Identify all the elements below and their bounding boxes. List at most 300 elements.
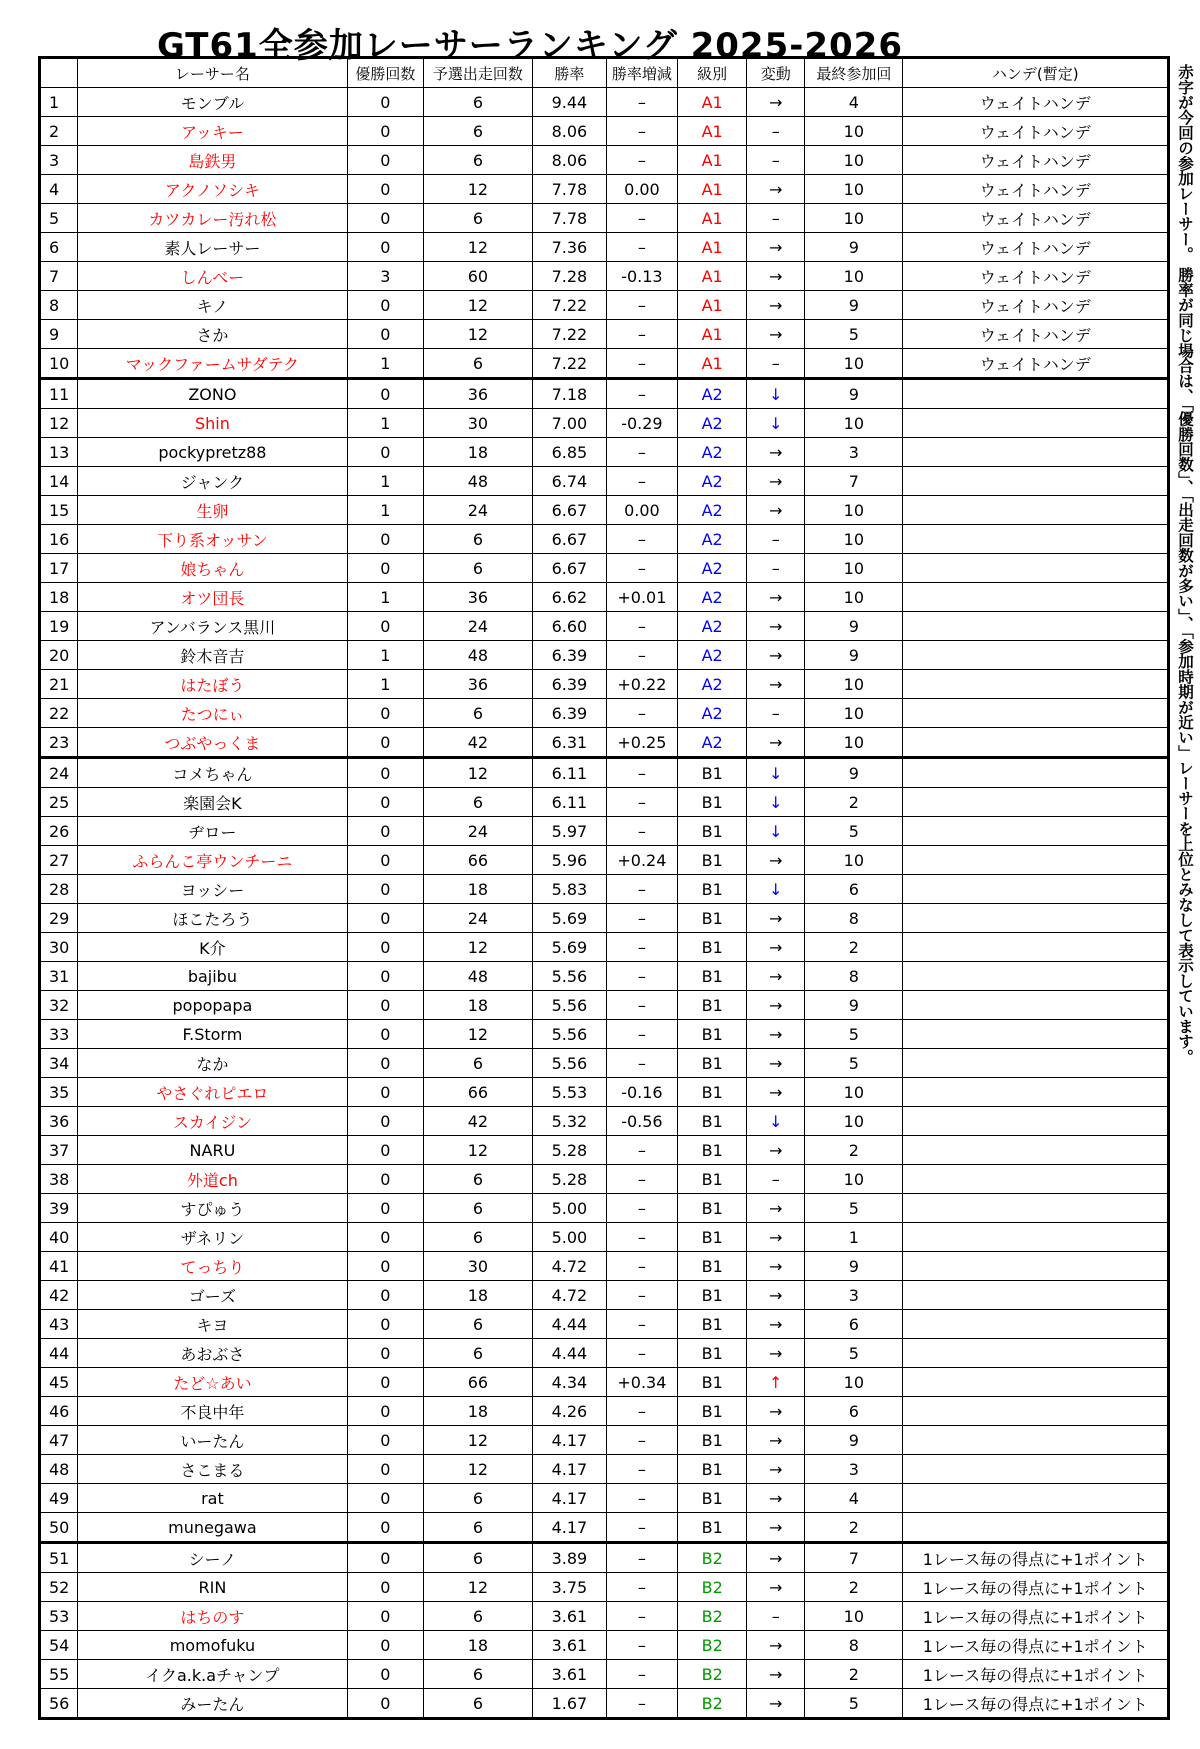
wins-cell: 1 xyxy=(347,670,423,699)
racer-name: ほこたろう xyxy=(77,904,347,933)
change-cell: → xyxy=(747,320,805,349)
racer-name: ザネリン xyxy=(77,1223,347,1252)
table-row xyxy=(40,438,1169,467)
table-row xyxy=(40,291,1169,320)
rank-cell: 13 xyxy=(40,438,78,467)
last-event-cell: 10 xyxy=(805,1602,903,1631)
handicap-cell xyxy=(903,699,1169,728)
rank-cell: 35 xyxy=(40,1078,78,1107)
last-event-cell: 8 xyxy=(805,1631,903,1660)
change-cell: ↓ xyxy=(747,817,805,846)
win-rate-cell: 3.61 xyxy=(533,1660,607,1689)
rate-delta-cell: – xyxy=(606,1049,677,1078)
wins-cell: 0 xyxy=(347,291,423,320)
wins-cell: 0 xyxy=(347,1631,423,1660)
rank-cell: 9 xyxy=(40,320,78,349)
page-title: GT61全参加レーサーランキング 2025-2026 xyxy=(156,26,903,66)
handicap-cell xyxy=(903,1252,1169,1281)
handicap-cell xyxy=(903,1165,1169,1194)
class-cell: A1 xyxy=(678,349,747,379)
rate-delta-cell: -0.13 xyxy=(606,262,677,291)
table-row xyxy=(40,409,1169,438)
class-cell: A1 xyxy=(678,233,747,262)
change-cell: → xyxy=(747,1049,805,1078)
class-cell: B1 xyxy=(678,846,747,875)
rank-cell: 19 xyxy=(40,612,78,641)
last-event-cell: 10 xyxy=(805,554,903,583)
last-event-cell: 5 xyxy=(805,1339,903,1368)
rate-delta-cell: – xyxy=(606,933,677,962)
win-rate-cell: 3.61 xyxy=(533,1602,607,1631)
handicap-cell xyxy=(903,379,1169,409)
win-rate-cell: 6.67 xyxy=(533,554,607,583)
rate-delta-cell: – xyxy=(606,1223,677,1252)
racer-name: スカイジン xyxy=(77,1107,347,1136)
table-row xyxy=(40,146,1169,175)
rank-cell: 36 xyxy=(40,1107,78,1136)
change-cell: → xyxy=(747,467,805,496)
starts-cell: 12 xyxy=(423,933,532,962)
rate-delta-cell: – xyxy=(606,554,677,583)
win-rate-cell: 6.31 xyxy=(533,728,607,758)
table-row xyxy=(40,1426,1169,1455)
table-row xyxy=(40,349,1169,379)
handicap-cell xyxy=(903,467,1169,496)
racer-name: たつにぃ xyxy=(77,699,347,728)
rank-cell: 2 xyxy=(40,117,78,146)
rate-delta-cell: -0.56 xyxy=(606,1107,677,1136)
starts-cell: 6 xyxy=(423,1310,532,1339)
class-cell: B1 xyxy=(678,1484,747,1513)
handicap-cell xyxy=(903,496,1169,525)
rank-cell: 4 xyxy=(40,175,78,204)
starts-cell: 12 xyxy=(423,233,532,262)
rate-delta-cell: – xyxy=(606,1573,677,1602)
last-event-cell: 10 xyxy=(805,1107,903,1136)
handicap-cell xyxy=(903,758,1169,788)
class-cell: B2 xyxy=(678,1543,747,1573)
table-row xyxy=(40,1165,1169,1194)
win-rate-cell: 6.39 xyxy=(533,699,607,728)
wins-cell: 0 xyxy=(347,612,423,641)
last-event-cell: 4 xyxy=(805,88,903,117)
change-cell: → xyxy=(747,1543,805,1573)
racer-name: キヨ xyxy=(77,1310,347,1339)
header-win-rate: 勝率 xyxy=(533,58,607,88)
handicap-cell: ウェイトハンデ xyxy=(903,88,1169,117)
table-row xyxy=(40,1631,1169,1660)
racer-name: 島鉄男 xyxy=(77,146,347,175)
handicap-cell: ウェイトハンデ xyxy=(903,320,1169,349)
rate-delta-cell: +0.34 xyxy=(606,1368,677,1397)
change-cell: → xyxy=(747,1484,805,1513)
handicap-cell: ウェイトハンデ xyxy=(903,349,1169,379)
class-cell: B1 xyxy=(678,1310,747,1339)
win-rate-cell: 8.06 xyxy=(533,146,607,175)
rate-delta-cell: – xyxy=(606,641,677,670)
wins-cell: 0 xyxy=(347,1513,423,1543)
rate-delta-cell: – xyxy=(606,1631,677,1660)
rank-cell: 47 xyxy=(40,1426,78,1455)
handicap-cell: ウェイトハンデ xyxy=(903,233,1169,262)
win-rate-cell: 5.56 xyxy=(533,1020,607,1049)
class-cell: A2 xyxy=(678,379,747,409)
class-cell: A2 xyxy=(678,525,747,554)
rate-delta-cell: – xyxy=(606,1194,677,1223)
win-rate-cell: 5.28 xyxy=(533,1165,607,1194)
win-rate-cell: 3.61 xyxy=(533,1631,607,1660)
wins-cell: 0 xyxy=(347,320,423,349)
racer-name: ヂロー xyxy=(77,817,347,846)
rank-cell: 38 xyxy=(40,1165,78,1194)
header-wins: 優勝回数 xyxy=(347,58,423,88)
side-note: 赤字が今回の参加レーサー。 勝率が同じ場合は、「優勝回数」、「出走回数が多い」、「参加時期が近い」レーサーを上位とみなして表示しています。 xyxy=(1176,64,1194,1064)
change-cell: → xyxy=(747,1339,805,1368)
class-cell: A2 xyxy=(678,554,747,583)
change-cell: → xyxy=(747,846,805,875)
racer-name: しんべー xyxy=(77,262,347,291)
table-row xyxy=(40,612,1169,641)
starts-cell: 6 xyxy=(423,699,532,728)
change-cell: ↓ xyxy=(747,758,805,788)
wins-cell: 0 xyxy=(347,88,423,117)
change-cell: → xyxy=(747,962,805,991)
last-event-cell: 3 xyxy=(805,1455,903,1484)
rank-cell: 26 xyxy=(40,817,78,846)
starts-cell: 36 xyxy=(423,670,532,699)
table-row xyxy=(40,1310,1169,1339)
last-event-cell: 1 xyxy=(805,1223,903,1252)
table-row xyxy=(40,1573,1169,1602)
wins-cell: 0 xyxy=(347,904,423,933)
win-rate-cell: 9.44 xyxy=(533,88,607,117)
wins-cell: 0 xyxy=(347,1660,423,1689)
win-rate-cell: 6.11 xyxy=(533,758,607,788)
rate-delta-cell: – xyxy=(606,467,677,496)
handicap-cell xyxy=(903,991,1169,1020)
header-racer-name: レーサー名 xyxy=(77,58,347,88)
rank-cell: 29 xyxy=(40,904,78,933)
win-rate-cell: 4.34 xyxy=(533,1368,607,1397)
table-row xyxy=(40,875,1169,904)
win-rate-cell: 5.00 xyxy=(533,1194,607,1223)
change-cell: → xyxy=(747,1689,805,1719)
starts-cell: 12 xyxy=(423,1136,532,1165)
handicap-cell xyxy=(903,962,1169,991)
handicap-cell xyxy=(903,1223,1169,1252)
rate-delta-cell: – xyxy=(606,291,677,320)
rank-cell: 12 xyxy=(40,409,78,438)
win-rate-cell: 7.22 xyxy=(533,349,607,379)
starts-cell: 48 xyxy=(423,962,532,991)
starts-cell: 12 xyxy=(423,175,532,204)
last-event-cell: 2 xyxy=(805,1513,903,1543)
starts-cell: 6 xyxy=(423,1484,532,1513)
racer-name: Shin xyxy=(77,409,347,438)
win-rate-cell: 6.67 xyxy=(533,496,607,525)
class-cell: A2 xyxy=(678,409,747,438)
win-rate-cell: 4.26 xyxy=(533,1397,607,1426)
rank-cell: 39 xyxy=(40,1194,78,1223)
racer-name: モンブル xyxy=(77,88,347,117)
rate-delta-cell: -0.16 xyxy=(606,1078,677,1107)
starts-cell: 6 xyxy=(423,1194,532,1223)
table-row xyxy=(40,1339,1169,1368)
class-cell: B1 xyxy=(678,962,747,991)
win-rate-cell: 7.78 xyxy=(533,204,607,233)
handicap-cell xyxy=(903,1049,1169,1078)
last-event-cell: 10 xyxy=(805,117,903,146)
handicap-cell xyxy=(903,904,1169,933)
handicap-cell: 1レース毎の得点に+1ポイント xyxy=(903,1602,1169,1631)
racer-name: イクa.k.aチャンプ xyxy=(77,1660,347,1689)
starts-cell: 12 xyxy=(423,1020,532,1049)
starts-cell: 6 xyxy=(423,554,532,583)
handicap-cell: 1レース毎の得点に+1ポイント xyxy=(903,1660,1169,1689)
win-rate-cell: 4.44 xyxy=(533,1339,607,1368)
rank-cell: 15 xyxy=(40,496,78,525)
rank-cell: 14 xyxy=(40,467,78,496)
racer-name: さか xyxy=(77,320,347,349)
handicap-cell xyxy=(903,1078,1169,1107)
rate-delta-cell: – xyxy=(606,1165,677,1194)
rate-delta-cell: +0.22 xyxy=(606,670,677,699)
racer-name: momofuku xyxy=(77,1631,347,1660)
starts-cell: 18 xyxy=(423,1281,532,1310)
win-rate-cell: 7.28 xyxy=(533,262,607,291)
change-cell: ↓ xyxy=(747,379,805,409)
last-event-cell: 10 xyxy=(805,349,903,379)
handicap-cell xyxy=(903,612,1169,641)
wins-cell: 0 xyxy=(347,1484,423,1513)
racer-name: アンバランス黒川 xyxy=(77,612,347,641)
class-cell: A1 xyxy=(678,204,747,233)
wins-cell: 0 xyxy=(347,1078,423,1107)
rate-delta-cell: – xyxy=(606,1455,677,1484)
handicap-cell xyxy=(903,1107,1169,1136)
wins-cell: 0 xyxy=(347,1426,423,1455)
rank-cell: 33 xyxy=(40,1020,78,1049)
starts-cell: 18 xyxy=(423,991,532,1020)
table-row xyxy=(40,991,1169,1020)
class-cell: B1 xyxy=(678,1194,747,1223)
class-cell: B1 xyxy=(678,758,747,788)
wins-cell: 0 xyxy=(347,1194,423,1223)
last-event-cell: 5 xyxy=(805,817,903,846)
rate-delta-cell: – xyxy=(606,1339,677,1368)
handicap-cell xyxy=(903,1397,1169,1426)
class-cell: A2 xyxy=(678,612,747,641)
rank-cell: 8 xyxy=(40,291,78,320)
rate-delta-cell: – xyxy=(606,962,677,991)
rank-cell: 28 xyxy=(40,875,78,904)
wins-cell: 0 xyxy=(347,175,423,204)
class-cell: B1 xyxy=(678,933,747,962)
starts-cell: 6 xyxy=(423,1660,532,1689)
starts-cell: 12 xyxy=(423,320,532,349)
handicap-cell xyxy=(903,670,1169,699)
change-cell: → xyxy=(747,1455,805,1484)
rate-delta-cell: – xyxy=(606,904,677,933)
change-cell: → xyxy=(747,175,805,204)
starts-cell: 66 xyxy=(423,1078,532,1107)
handicap-cell: 1レース毎の得点に+1ポイント xyxy=(903,1689,1169,1719)
wins-cell: 0 xyxy=(347,1223,423,1252)
table-row xyxy=(40,933,1169,962)
rate-delta-cell: – xyxy=(606,320,677,349)
class-cell: B1 xyxy=(678,991,747,1020)
starts-cell: 42 xyxy=(423,728,532,758)
last-event-cell: 9 xyxy=(805,612,903,641)
racer-name: 生卵 xyxy=(77,496,347,525)
racer-name: 娘ちゃん xyxy=(77,554,347,583)
last-event-cell: 5 xyxy=(805,1020,903,1049)
change-cell: – xyxy=(747,349,805,379)
wins-cell: 0 xyxy=(347,817,423,846)
handicap-cell: ウェイトハンデ xyxy=(903,204,1169,233)
rate-delta-cell: – xyxy=(606,438,677,467)
last-event-cell: 9 xyxy=(805,1426,903,1455)
class-cell: A1 xyxy=(678,291,747,320)
header-last-event: 最終参加回 xyxy=(805,58,903,88)
starts-cell: 6 xyxy=(423,1543,532,1573)
racer-name: RIN xyxy=(77,1573,347,1602)
change-cell: → xyxy=(747,88,805,117)
wins-cell: 0 xyxy=(347,1310,423,1339)
handicap-cell xyxy=(903,1455,1169,1484)
starts-cell: 18 xyxy=(423,1631,532,1660)
last-event-cell: 10 xyxy=(805,146,903,175)
change-cell: → xyxy=(747,1223,805,1252)
wins-cell: 0 xyxy=(347,117,423,146)
class-cell: A1 xyxy=(678,88,747,117)
wins-cell: 0 xyxy=(347,846,423,875)
change-cell: → xyxy=(747,1573,805,1602)
class-cell: A2 xyxy=(678,670,747,699)
win-rate-cell: 5.96 xyxy=(533,846,607,875)
wins-cell: 1 xyxy=(347,349,423,379)
rank-cell: 46 xyxy=(40,1397,78,1426)
last-event-cell: 10 xyxy=(805,1078,903,1107)
handicap-cell xyxy=(903,1426,1169,1455)
table-row xyxy=(40,904,1169,933)
last-event-cell: 10 xyxy=(805,496,903,525)
wins-cell: 0 xyxy=(347,875,423,904)
last-event-cell: 10 xyxy=(805,262,903,291)
last-event-cell: 2 xyxy=(805,1660,903,1689)
starts-cell: 66 xyxy=(423,846,532,875)
class-cell: B2 xyxy=(678,1573,747,1602)
last-event-cell: 7 xyxy=(805,1543,903,1573)
wins-cell: 0 xyxy=(347,1689,423,1719)
change-cell: → xyxy=(747,496,805,525)
rate-delta-cell: – xyxy=(606,612,677,641)
racer-name: ZONO xyxy=(77,379,347,409)
class-cell: B1 xyxy=(678,875,747,904)
handicap-cell: ウェイトハンデ xyxy=(903,262,1169,291)
last-event-cell: 2 xyxy=(805,1573,903,1602)
change-cell: → xyxy=(747,1252,805,1281)
last-event-cell: 3 xyxy=(805,438,903,467)
change-cell: ↓ xyxy=(747,875,805,904)
table-row xyxy=(40,1484,1169,1513)
starts-cell: 30 xyxy=(423,409,532,438)
table-row xyxy=(40,1543,1169,1573)
racer-name: つぶやっくま xyxy=(77,728,347,758)
class-cell: A1 xyxy=(678,146,747,175)
rank-cell: 51 xyxy=(40,1543,78,1573)
last-event-cell: 10 xyxy=(805,699,903,728)
rank-cell: 10 xyxy=(40,349,78,379)
win-rate-cell: 5.56 xyxy=(533,991,607,1020)
starts-cell: 30 xyxy=(423,1252,532,1281)
change-cell: → xyxy=(747,991,805,1020)
win-rate-cell: 6.85 xyxy=(533,438,607,467)
last-event-cell: 10 xyxy=(805,1368,903,1397)
win-rate-cell: 5.32 xyxy=(533,1107,607,1136)
header-rank xyxy=(40,58,78,88)
header-class: 級別 xyxy=(678,58,747,88)
racer-name: オツ団長 xyxy=(77,583,347,612)
class-cell: B1 xyxy=(678,1078,747,1107)
starts-cell: 12 xyxy=(423,1426,532,1455)
win-rate-cell: 5.69 xyxy=(533,904,607,933)
handicap-cell xyxy=(903,1310,1169,1339)
last-event-cell: 5 xyxy=(805,1194,903,1223)
win-rate-cell: 5.56 xyxy=(533,962,607,991)
win-rate-cell: 5.83 xyxy=(533,875,607,904)
change-cell: → xyxy=(747,1194,805,1223)
rate-delta-cell: – xyxy=(606,1397,677,1426)
racer-name: K介 xyxy=(77,933,347,962)
class-cell: B1 xyxy=(678,1107,747,1136)
racer-name: 不良中年 xyxy=(77,1397,347,1426)
win-rate-cell: 8.06 xyxy=(533,117,607,146)
win-rate-cell: 7.78 xyxy=(533,175,607,204)
starts-cell: 6 xyxy=(423,1339,532,1368)
racer-name: ヨッシー xyxy=(77,875,347,904)
starts-cell: 6 xyxy=(423,525,532,554)
racer-name: ジャンク xyxy=(77,467,347,496)
last-event-cell: 10 xyxy=(805,846,903,875)
table-row xyxy=(40,728,1169,758)
rank-cell: 3 xyxy=(40,146,78,175)
win-rate-cell: 1.67 xyxy=(533,1689,607,1719)
win-rate-cell: 5.28 xyxy=(533,1136,607,1165)
win-rate-cell: 5.69 xyxy=(533,933,607,962)
change-cell: → xyxy=(747,1078,805,1107)
rank-cell: 37 xyxy=(40,1136,78,1165)
handicap-cell xyxy=(903,1281,1169,1310)
handicap-cell: 1レース毎の得点に+1ポイント xyxy=(903,1573,1169,1602)
table-row xyxy=(40,699,1169,728)
rate-delta-cell: – xyxy=(606,991,677,1020)
win-rate-cell: 7.22 xyxy=(533,320,607,349)
rank-cell: 30 xyxy=(40,933,78,962)
header-starts: 予選出走回数 xyxy=(423,58,532,88)
rate-delta-cell: – xyxy=(606,525,677,554)
starts-cell: 24 xyxy=(423,496,532,525)
change-cell: → xyxy=(747,1660,805,1689)
handicap-cell xyxy=(903,875,1169,904)
change-cell: → xyxy=(747,612,805,641)
rank-cell: 43 xyxy=(40,1310,78,1339)
last-event-cell: 9 xyxy=(805,233,903,262)
win-rate-cell: 6.60 xyxy=(533,612,607,641)
table-row xyxy=(40,1602,1169,1631)
last-event-cell: 10 xyxy=(805,670,903,699)
racer-name: F.Storm xyxy=(77,1020,347,1049)
